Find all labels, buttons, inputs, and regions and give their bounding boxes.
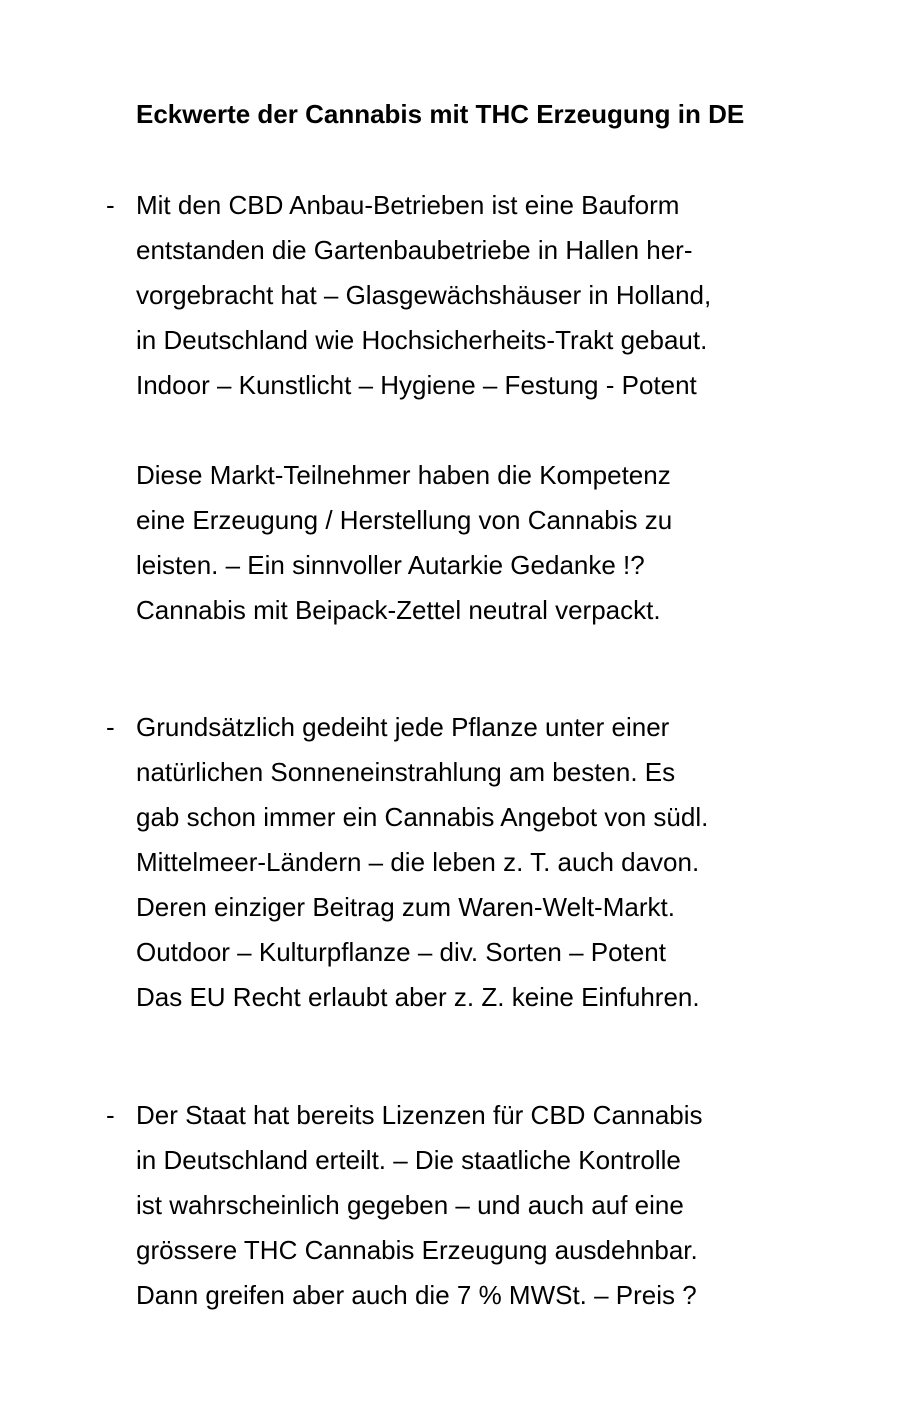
text-line: ist wahrscheinlich gegeben – und auch auf eine	[136, 1190, 684, 1220]
text-line: Cannabis mit Beipack-Zettel neutral verpackt.	[136, 595, 661, 625]
text-line: Outdoor – Kulturpflanze – div. Sorten – Potent	[136, 937, 666, 967]
text-line: Indoor – Kunstlicht – Hygiene – Festung - Potent	[136, 370, 697, 400]
text-line: entstanden die Gartenbaubetriebe in Hallen her-	[136, 235, 693, 265]
text-line: in Deutschland erteilt. – Die staatliche Kontrolle	[136, 1145, 681, 1175]
text-line: Deren einziger Beitrag zum Waren-Welt-Markt.	[136, 892, 675, 922]
text-line: Der Staat hat bereits Lizenzen für CBD Cannabis	[136, 1100, 703, 1130]
text-line: natürlichen Sonneneinstrahlung am besten. Es	[136, 757, 676, 787]
text-line: Mittelmeer-Ländern – die leben z. T. auch davon.	[136, 847, 700, 877]
text-line: Dann greifen aber auch die 7 % MWSt. – Preis ?	[136, 1280, 697, 1310]
text-line: vorgebracht hat – Glasgewächshäuser in Holland,	[136, 280, 712, 310]
text-line: Mit den CBD Anbau-Betrieben ist eine Bauform	[136, 190, 680, 220]
text-line: in Deutschland wie Hochsicherheits-Trakt gebaut.	[136, 325, 708, 355]
text-line: Grundsätzlich gedeiht jede Pflanze unter einer	[136, 712, 670, 742]
bullet-dash: -	[106, 1100, 115, 1130]
text-line: grössere THC Cannabis Erzeugung ausdehnbar.	[136, 1235, 698, 1265]
bullet-dash: -	[106, 190, 115, 220]
text-line: Das EU Recht erlaubt aber z. Z. keine Einfuhren.	[136, 982, 700, 1012]
text-line: gab schon immer ein Cannabis Angebot von südl.	[136, 802, 709, 832]
text-line: leisten. – Ein sinnvoller Autarkie Gedanke !?	[136, 550, 645, 580]
page-title: Eckwerte der Cannabis mit THC Erzeugung in DE	[136, 99, 745, 129]
text-line: Diese Markt-Teilnehmer haben die Kompetenz	[136, 460, 671, 490]
bullet-dash: -	[106, 712, 115, 742]
text-line: eine Erzeugung / Herstellung von Cannabis zu	[136, 505, 673, 535]
